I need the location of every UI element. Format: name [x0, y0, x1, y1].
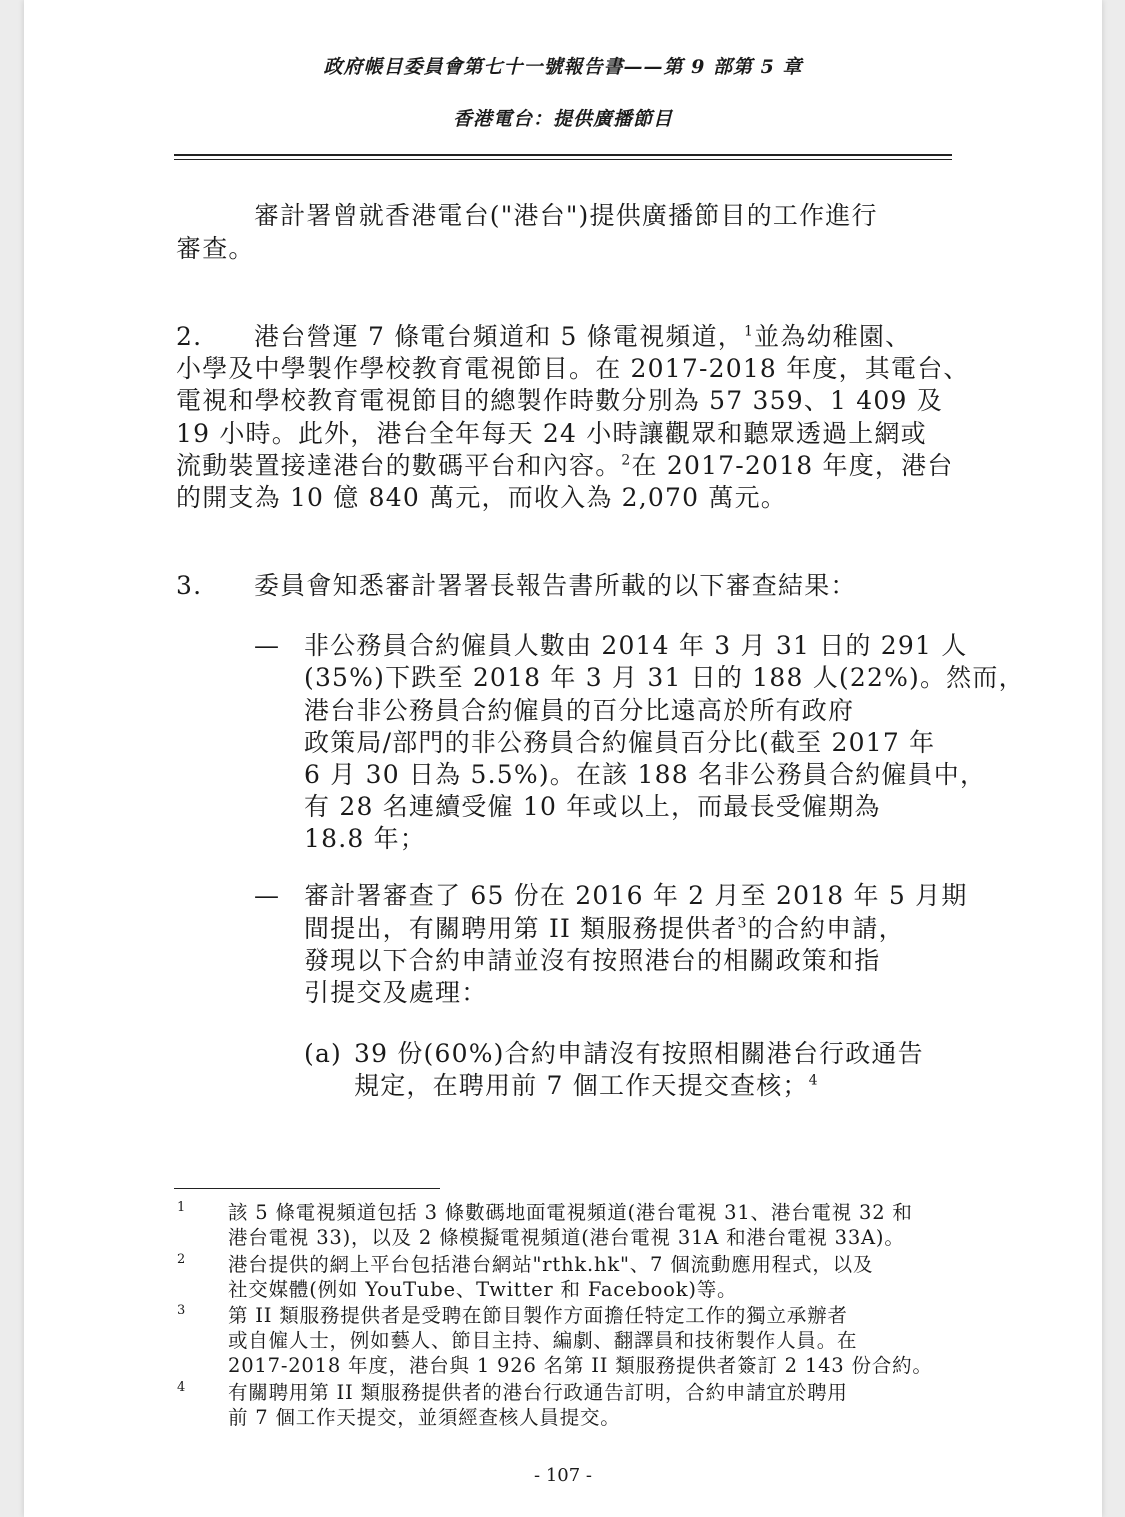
bullet2-line-4: 引提交及處理： [304, 978, 488, 1007]
footnote-4-line-2: 前 7 個工作天提交，並須經查核人員提交。 [228, 1406, 621, 1429]
item-a-label: (a) [304, 1039, 343, 1068]
bullet1-line-6: 有 28 名連續受僱 10 年或以上，而最長受僱期為 [304, 792, 881, 821]
footnote-ref-3: 3 [737, 915, 748, 932]
item-a-line-2: 規定，在聘用前 7 個工作天提交查核；$^4$ [354, 1071, 819, 1100]
footnote-2-mark: 2 [177, 1252, 186, 1267]
footnote-ref-2: 2 [621, 452, 632, 469]
footnote-3-mark: 3 [177, 1303, 186, 1318]
chapter-subtitle: 香港電台：提供廣播節目 [452, 108, 673, 130]
para3-line-1: 委員會知悉審計署署長報告書所載的以下審查結果： [254, 571, 857, 600]
footnote-separator [174, 1188, 440, 1189]
para2-number: 2. [176, 322, 203, 351]
bullet1-line-5: 6 月 30 日為 5.5%)。在該 188 名非公務員合約僱員中， [304, 760, 987, 789]
footnote-3-line-2: 或自僱人士，例如藝人、節目主持、編劇、翻譯員和技術製作人員。在 [228, 1329, 858, 1352]
intro-line-2: 審查。 [176, 234, 255, 263]
bullet1-line-7: 18.8 年； [304, 824, 427, 853]
para3-number: 3. [176, 571, 203, 600]
bullet1-line-4: 政策局/部門的非公務員合約僱員百分比(截至 2017 年 [304, 728, 936, 757]
bullet2-dash: — [254, 881, 281, 910]
item-a-line-1: 39 份(60%)合約申請沒有按照相關港台行政通告 [354, 1039, 924, 1068]
bullet1-line-2: (35%)下跌至 2018 年 3 月 31 日的 188 人(22%)。然而， [304, 663, 1025, 692]
para2-line-6: 的開支為 10 億 840 萬元，而收入為 2,070 萬元。 [176, 483, 787, 512]
page-number: - 107 - [534, 1465, 592, 1486]
footnote-3-line-3: 2017-2018 年度，港台與 1 926 名第 II 類服務提供者簽訂 2 143 份合約。 [228, 1354, 933, 1377]
report-title: 政府帳目委員會第七十一號報告書——第 9 部第 5 章 [323, 56, 803, 78]
para2-line-1: 港台營運 7 條電台頻道和 5 條電視頻道，$^1$並為幼稚園、 [254, 322, 912, 351]
footnote-1-line-2: 港台電視 33)，以及 2 條模擬電視頻道(港台電視 31A 和港台電視 33A)。 [228, 1226, 905, 1249]
footnote-1-line-1: 該 5 條電視頻道包括 3 條數碼地面電視頻道(港台電視 31、港台電視 32 和 [228, 1201, 913, 1224]
para2-line-4: 19 小時。此外，港台全年每天 24 小時讓觀眾和聽眾透過上網或 [176, 419, 927, 448]
footnote-3-line-1: 第 II 類服務提供者是受聘在節目製作方面擔任特定工作的獨立承辦者 [228, 1304, 848, 1327]
footnote-ref-4: 4 [808, 1072, 819, 1089]
para2-line-2: 小學及中學製作學校教育電視節目。在 2017-2018 年度，其電台、 [176, 354, 970, 383]
para2-line-5: 流動裝置接達港台的數碼平台和內容。$^2$在 2017-2018 年度，港台 [176, 451, 954, 480]
footnote-ref-1: 1 [744, 323, 755, 340]
footnote-4-line-1: 有關聘用第 II 類服務提供者的港台行政通告訂明，合約申請宜於聘用 [228, 1381, 848, 1404]
bullet1-line-1: 非公務員合約僱員人數由 2014 年 3 月 31 日的 291 人 [304, 631, 968, 660]
bullet1-dash: — [254, 631, 281, 660]
bullet2-line-3: 發現以下合約申請並沒有按照港台的相關政策和指 [304, 946, 881, 975]
bullet2-line-1: 審計署審查了 65 份在 2016 年 2 月至 2018 年 5 月期 [304, 881, 968, 910]
footnote-4-mark: 4 [177, 1380, 186, 1395]
bullet2-line-2: 間提出，有關聘用第 II 類服務提供者$^3$的合約申請， [304, 914, 905, 943]
footnote-2-line-1: 港台提供的網上平台包括港台網站"rthk.hk"、7 個流動應用程式，以及 [228, 1253, 874, 1276]
bullet1-line-3: 港台非公務員合約僱員的百分比遠高於所有政府 [304, 696, 855, 725]
header-rule-thick [174, 154, 952, 156]
footnote-1-mark: 1 [177, 1200, 186, 1215]
header-rule-thin [174, 159, 952, 160]
intro-line-1: 審計署曾就香港電台("港台")提供廣播節目的工作進行 [254, 201, 878, 230]
footnote-2-line-2: 社交媒體(例如 YouTube、Twitter 和 Facebook)等。 [228, 1278, 738, 1301]
para2-line-3: 電視和學校教育電視節目的總製作時數分別為 57 359、1 409 及 [176, 386, 943, 415]
document-page [24, 0, 1102, 1517]
